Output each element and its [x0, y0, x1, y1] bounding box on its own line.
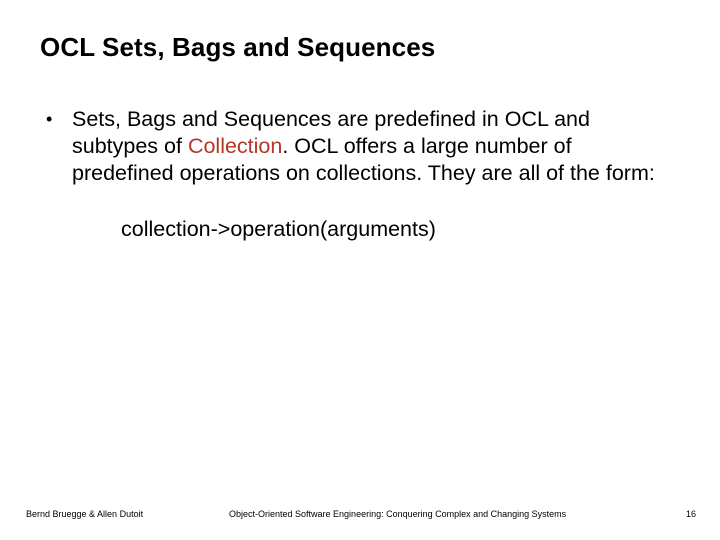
collection-highlight: Collection [187, 134, 283, 158]
code-example: collection->operation(arguments) [121, 217, 436, 241]
bullet-text-end: . OCL offers a large number of predefined operations on collections. They are all of the form: [72, 134, 655, 185]
bullet-text-start: Sets, Bags and Sequences are predefined in OCL and subtypes of [72, 107, 590, 158]
slide-title: OCL Sets, Bags and Sequences [40, 32, 436, 62]
page-number: 16 [686, 509, 697, 519]
bullet-item [46, 106, 676, 187]
bullet-list [46, 106, 676, 187]
footer-book-title: Object-Oriented Software Engineering: Conquering Complex and Changing Systems [229, 509, 567, 519]
footer-authors: Bernd Bruegge & Allen Dutoit [26, 509, 144, 519]
bullet-marker: • [46, 109, 53, 129]
